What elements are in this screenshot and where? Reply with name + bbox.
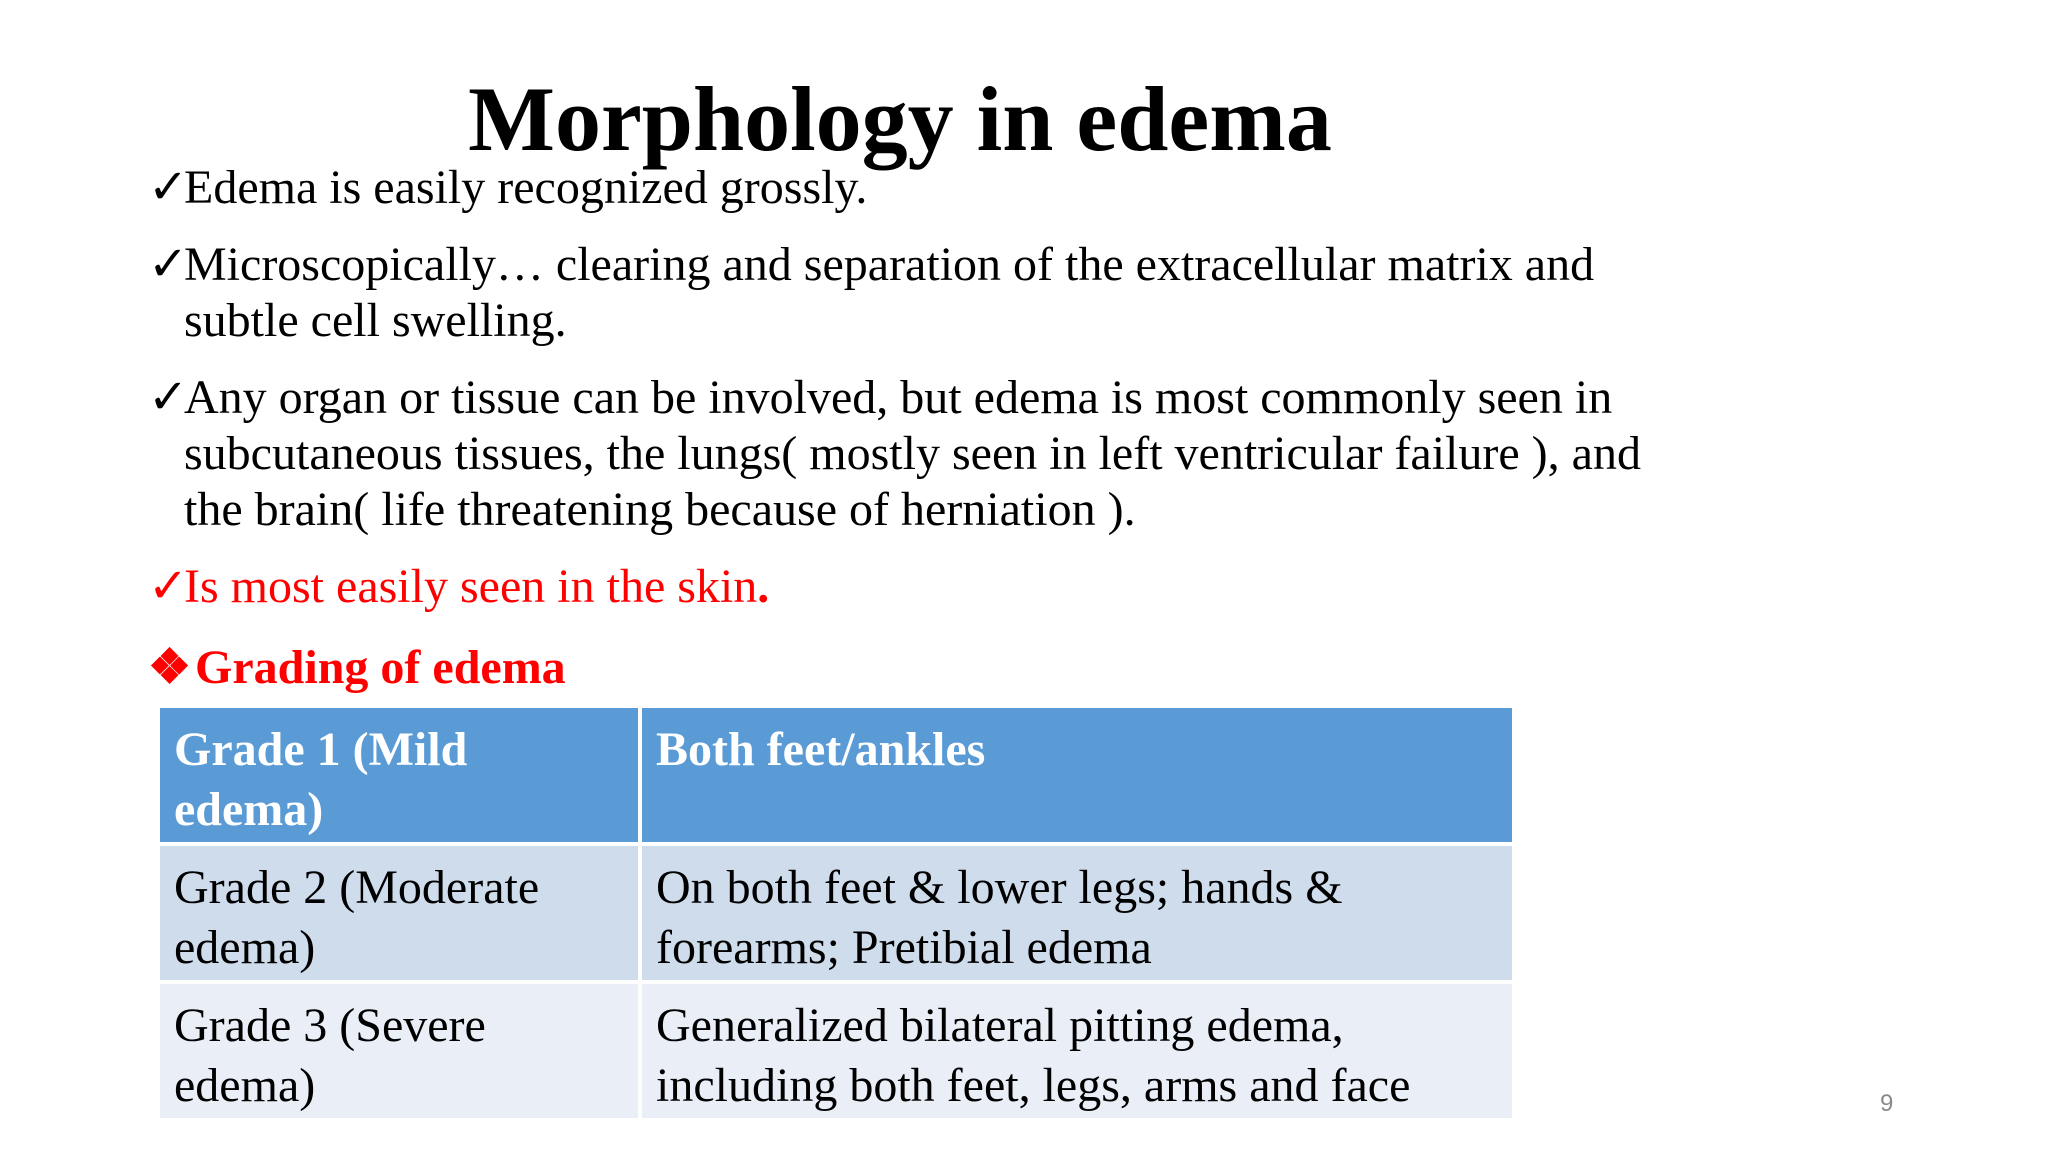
bullet-list — [148, 160, 1708, 636]
page-number: 9 — [1880, 1090, 1894, 1117]
table-row — [158, 844, 1514, 982]
checkmark-icon: ✓ — [148, 560, 189, 613]
checkmark-icon: ✓ — [148, 161, 189, 214]
table-row — [158, 982, 1514, 1120]
bullet-item — [148, 160, 1708, 216]
slide-title: Morphology in edema — [468, 68, 1332, 170]
bullet-text: Edema is easily recognized grossly. — [184, 161, 868, 214]
diamond-bullet-icon: ❖ — [148, 641, 192, 694]
bullet-text: Any organ or tissue can be involved, but edema is most commonly seen in subcutaneous tissues, the lungs( mostly seen in left ventricular failure ), and the brain( life threatening because of herniation ). — [184, 371, 1641, 536]
bullet-item — [148, 237, 1708, 349]
table-cell-description: Generalized bilateral pitting edema, including both feet, legs, arms and face — [640, 982, 1514, 1120]
bullet-period: . — [757, 560, 770, 613]
grading-heading — [148, 640, 566, 696]
table-cell-description: On both feet & lower legs; hands & forearms; Pretibial edema — [640, 844, 1514, 982]
table-cell-grade: Grade 1 (Mild edema) — [158, 706, 640, 844]
bullet-item — [148, 370, 1708, 538]
table-cell-grade: Grade 3 (Severe edema) — [158, 982, 640, 1120]
checkmark-icon: ✓ — [148, 238, 189, 291]
grading-heading-text: Grading of edema — [195, 641, 566, 694]
bullet-text: Is most easily seen in the skin — [184, 560, 758, 613]
table-cell-grade: Grade 2 (Moderate edema) — [158, 844, 640, 982]
bullet-item-highlight — [148, 559, 1708, 615]
grading-table — [156, 704, 1516, 1122]
checkmark-icon: ✓ — [148, 371, 189, 424]
bullet-text: Microscopically… clearing and separation of the extracellular matrix and subtle cell swelling. — [184, 238, 1595, 347]
table-row — [158, 706, 1514, 844]
table-cell-description: Both feet/ankles — [640, 706, 1514, 844]
